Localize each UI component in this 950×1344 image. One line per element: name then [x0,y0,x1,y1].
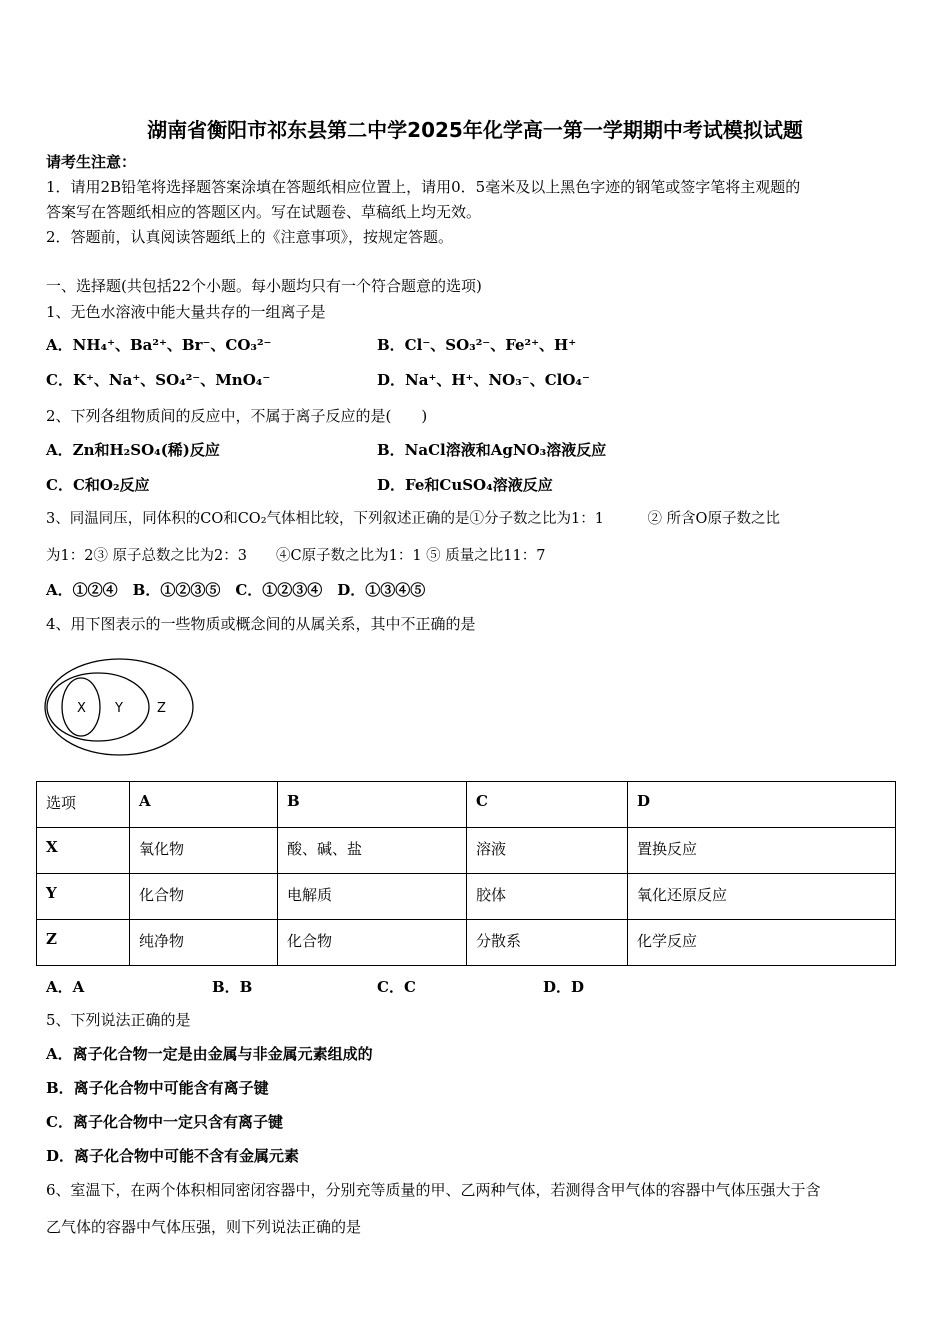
q3-stem-line-2: 为1：2③ 原子总数之比为2：3 ④C原子数之比为1：1 ⑤ 质量之比11：7 [46,548,546,564]
table-cell: 氧化还原反应 [628,874,896,920]
q4-option-d: D．D [543,978,585,996]
q4-option-c: C．C [377,978,416,996]
q2-stem: 2、下列各组物质间的反应中，不属于离子反应的是( ) [46,407,428,425]
table-cell: D [628,782,896,828]
table-cell: 化合物 [278,920,467,966]
table-cell: 分散系 [467,920,628,966]
q3-stem-line-1: 3、同温同压，同体积的CO和CO₂气体相比较，下列叙述正确的是①分子数之比为1：1 ② 所含O原子数之比 [46,511,780,527]
q4-option-b: B．B [212,978,253,996]
label-y: Y [115,701,123,716]
label-z: Z [157,701,166,716]
table-row [37,782,896,828]
q3-options: A．①②④ B．①②③⑤ C．①②③④ D．①③④⑤ [46,581,426,599]
q5-stem: 5、下列说法正确的是 [46,1011,191,1029]
q1-option-d: D．Na⁺、H⁺、NO₃⁻、ClO₄⁻ [377,371,590,389]
q1-stem: 1、无色水溶液中能大量共存的一组离子是 [46,303,326,321]
table-cell: 胶体 [467,874,628,920]
q5-option-d: D．离子化合物中可能不含有金属元素 [46,1147,300,1165]
table-cell: A [130,782,278,828]
table-cell: C [467,782,628,828]
table-cell: 置换反应 [628,828,896,874]
notice-item-1-line-1: 1．请用2B铅笔将选择题答案涂填在答题纸相应位置上，请用0．5毫米及以上黑色字迹的钢笔或签字笔将主观题的 [46,178,801,196]
q4-options-table [36,781,896,966]
table-cell: 酸、碱、盐 [278,828,467,874]
notice-item-1-line-2: 答案写在答题纸相应的答题区内。写在试题卷、草稿纸上均无效。 [46,203,482,221]
q6-stem-line-2: 乙气体的容器中气体压强，则下列说法正确的是 [46,1218,362,1236]
q1-option-c: C．K⁺、Na⁺、SO₄²⁻、MnO₄⁻ [46,371,271,389]
q5-option-a: A．离子化合物一定是由金属与非金属元素组成的 [46,1045,373,1063]
table-cell: 溶液 [467,828,628,874]
table-cell: 化学反应 [628,920,896,966]
q5-option-b: B．离子化合物中可能含有离子键 [46,1079,269,1097]
section-heading: 一、选择题(共包括22个小题。每小题均只有一个符合题意的选项) [46,277,482,295]
q2-option-d: D．Fe和CuSO₄溶液反应 [377,476,553,494]
table-cell: 氧化物 [130,828,278,874]
table-row [37,828,896,874]
venn-diagram [42,654,198,762]
q6-stem-line-1: 6、室温下，在两个体积相同密闭容器中，分别充等质量的甲、乙两种气体，若测得含甲气体的容器中气体压强大于含 [46,1181,821,1199]
q4-option-a: A．A [46,978,85,996]
q1-option-b: B．Cl⁻、SO₃²⁻、Fe²⁺、H⁺ [377,336,577,354]
table-row [37,920,896,966]
table-cell: 选项 [37,782,130,828]
q4-stem: 4、用下图表示的一些物质或概念间的从属关系，其中不正确的是 [46,615,476,633]
label-x: X [77,701,86,716]
table-cell: 纯净物 [130,920,278,966]
q2-option-a: A．Zn和H₂SO₄(稀)反应 [46,441,220,459]
table-cell: Y [37,874,130,920]
notice-header: 请考生注意： [46,153,137,171]
notice-item-2: 2．答题前，认真阅读答题纸上的《注意事项》，按规定答题。 [46,228,454,246]
table-cell: 电解质 [278,874,467,920]
page-title: 湖南省衡阳市祁东县第二中学2025年化学高一第一学期期中考试模拟试题 [147,118,803,142]
q1-option-a: A．NH₄⁺、Ba²⁺、Br⁻、CO₃²⁻ [46,336,272,354]
q2-option-b: B．NaCl溶液和AgNO₃溶液反应 [377,441,607,459]
table-row [37,874,896,920]
table-cell: 化合物 [130,874,278,920]
q2-option-c: C．C和O₂反应 [46,476,150,494]
table-cell: Z [37,920,130,966]
table-cell: X [37,828,130,874]
table-cell: B [278,782,467,828]
q5-option-c: C．离子化合物中一定只含有离子键 [46,1113,283,1131]
